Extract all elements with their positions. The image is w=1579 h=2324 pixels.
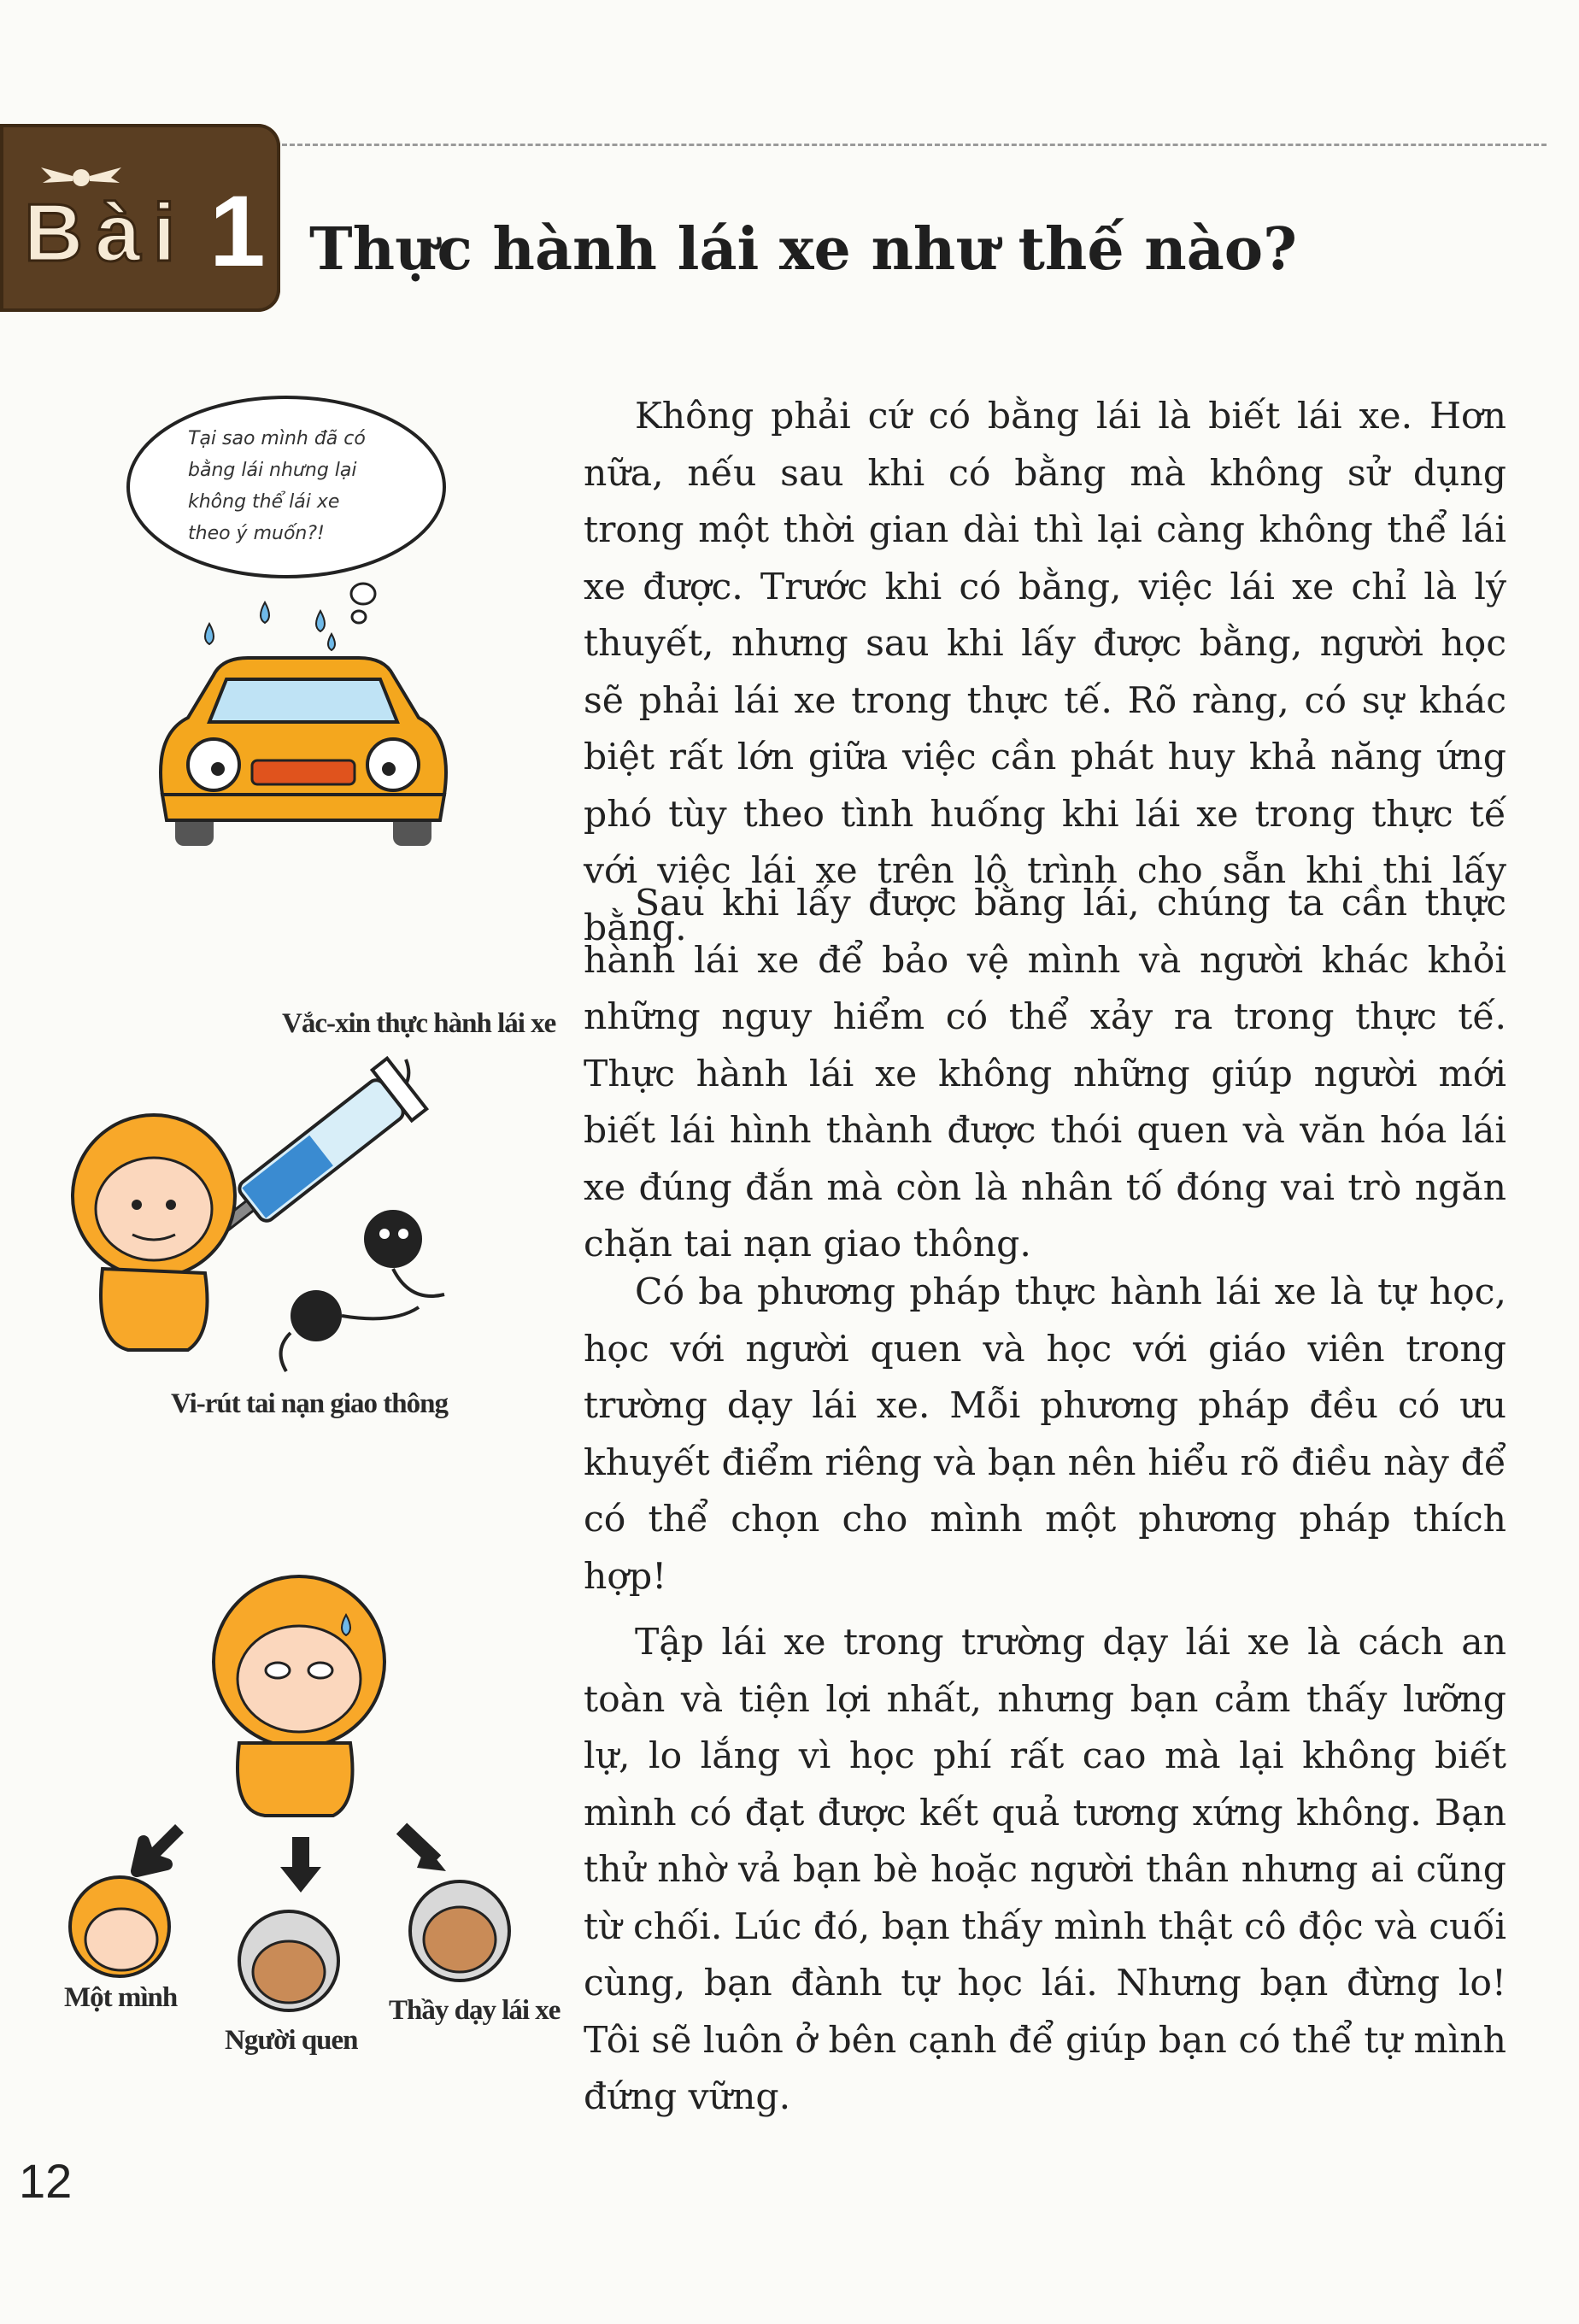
header-divider (282, 144, 1547, 146)
virus-label: Vi-rút tai nạn giao thông (171, 1388, 448, 1419)
page-title: Thực hành lái xe như thế nào? (309, 215, 1297, 284)
page-number: 12 (19, 2154, 73, 2208)
learning-options-illustration (51, 1564, 572, 2025)
lesson-number: 1 (209, 175, 266, 288)
option-alone-label: Một mình (64, 1982, 178, 2013)
paragraph-3: Có ba phương pháp thực hành lái xe là tự học, học với người quen và học với giáo viên trong trường dạy lái xe. Mỗi phương pháp đều có ưu khuyết điểm riêng và bạn nên hiểu rõ điều này để có thể chọn cho mình một phương pháp thích hợp! (584, 1271, 1506, 1598)
vaccine-kid-illustration (60, 1051, 504, 1376)
option-acquaintance-label: Người quen (225, 2025, 358, 2056)
option-instructor-label: Thầy dạy lái xe (389, 1995, 561, 2026)
speech-bubble-text: Tại sao mình đã có bằng lái nhưng lại không thể lái xe theo ý muốn?! (188, 428, 366, 544)
paragraph-1: Không phải cứ có bằng lái là biết lái xe. Hơn nữa, nếu sau khi có bằng mà không sử dụng trong một thời gian dài thì lại càng không thể lái xe được. Trước khi có bằng, việc lái xe chỉ là lý thuyết, nhưng sau khi lấy được bằng, người học sẽ phải lái xe trong thực tế. Rõ ràng, có sự khác biệt rất lớn giữa việc cần phát huy khả năng ứng phó tùy theo tình huống khi lái xe trong thực tế với việc lái xe trên lộ trình cho sẵn khi thi lấy bằng. (584, 396, 1506, 949)
paragraph-4: Tập lái xe trong trường dạy lái xe là cách an toàn và tiện lợi nhất, nhưng bạn cảm thấy lưỡng lự, lo lắng vì học phí rất cao mà lại không biết mình có đạt được kết quả tương xứng không. Bạn thử nhờ vả bạn bè hoặc người thân nhưng ai cũng từ chối. Lúc đó, bạn thấy mình thật cô độc và cuối cùng, bạn đành tự học lái. Nhưng bạn đừng lo! Tôi sẽ luôn ở bên cạnh để giúp bạn có thể tự mình đứng vững. (584, 1622, 1506, 2118)
vaccine-label: Vắc-xin thực hành lái xe (282, 1008, 556, 1039)
lesson-word: Bài (24, 187, 188, 279)
paragraph-2: Sau khi lấy được bằng lái, chúng ta cần thực hành lái xe để bảo vệ mình và người khác khỏi những nguy hiểm có thể xảy ra trong thực tế. Thực hành lái xe không những giúp người mới biết lái hình thành được thói quen và văn hóa lái xe đúng đắn mà còn là nhân tố đóng vai trò ngăn chặn tai nạn giao thông. (584, 883, 1506, 1265)
